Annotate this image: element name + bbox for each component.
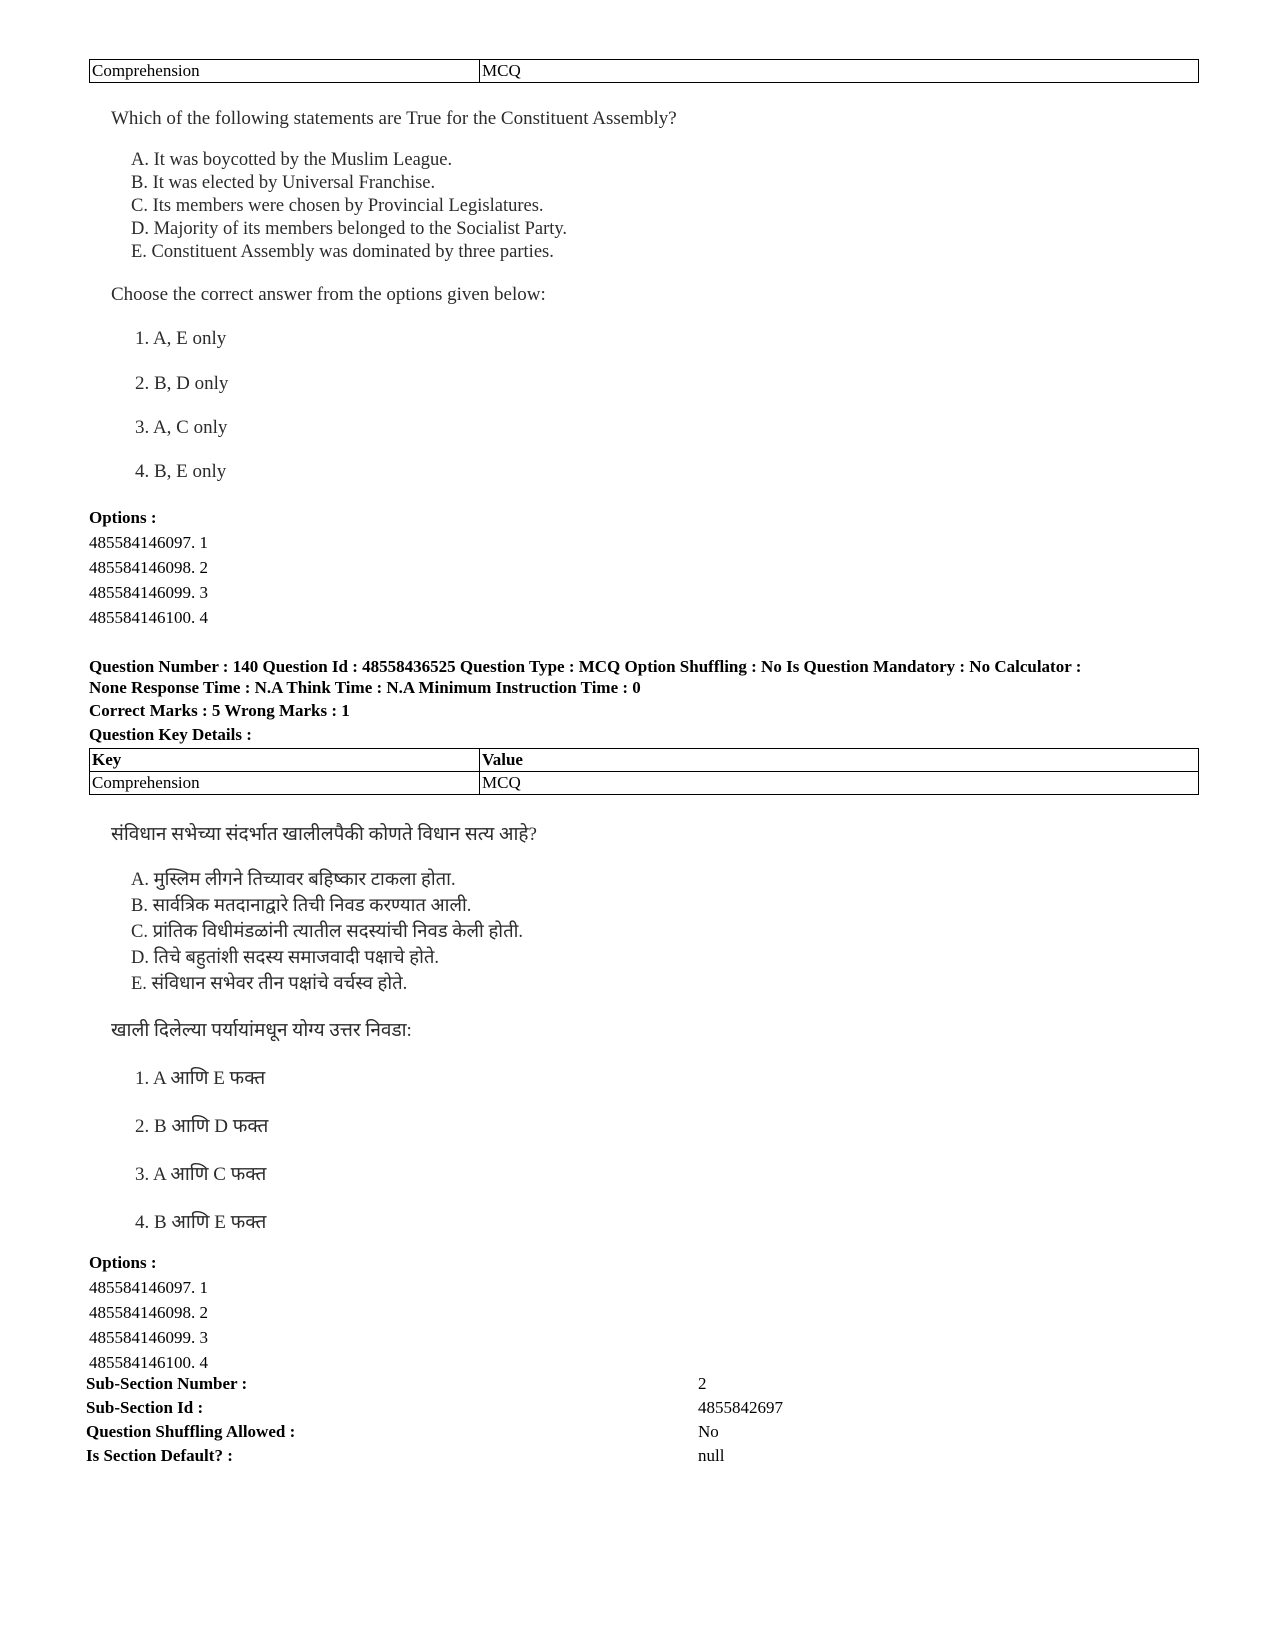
option-item: 485584146098. 2 — [89, 558, 208, 577]
choice-2: 2. B आणि D फक्त — [135, 1116, 269, 1137]
choice-3: 3. A आणि C फक्त — [135, 1164, 267, 1185]
option-item: 485584146097. 1 — [89, 1278, 208, 1297]
subsection-number-value: 2 — [698, 1374, 707, 1393]
statement-e: E. संविधान सभेवर तीन पक्षांचे वर्चस्व होते. — [131, 974, 408, 994]
statement-b: B. It was elected by Universal Franchise. — [131, 173, 436, 193]
statement-b: B. सार्वत्रिक मतदानाद्वारे तिची निवड करण्यात आली. — [131, 896, 472, 916]
question-meta-line1: Question Number : 140 Question Id : 48558436525 Question Type : MCQ Option Shuffling : No Is Question Mandatory : No Calculator : — [89, 657, 1082, 676]
choice-4: 4. B आणि E फक्त — [135, 1212, 267, 1233]
table-header-value: Value — [480, 749, 1199, 772]
option-item: 485584146099. 3 — [89, 1328, 208, 1347]
table-cell-key: Comprehension — [90, 772, 480, 795]
question-stem: संविधान सभेच्या संदर्भात खालीलपैकी कोणते विधान सत्य आहे? — [111, 824, 537, 845]
question-meta-line2: None Response Time : N.A Think Time : N.A Minimum Instruction Time : 0 — [89, 678, 641, 697]
question-stem: Which of the following statements are True for the Constituent Assembly? — [111, 108, 677, 129]
subsection-number-label: Sub-Section Number : — [86, 1374, 248, 1393]
question-meta — [89, 656, 1209, 698]
statement-c: C. Its members were chosen by Provincial Legislatures. — [131, 196, 544, 216]
section-default-label: Is Section Default? : — [86, 1446, 233, 1465]
option-item: 485584146100. 4 — [89, 1353, 208, 1372]
table-cell-value: MCQ — [480, 60, 1199, 83]
statement-d: D. तिचे बहुतांशी सदस्य समाजवादी पक्षाचे होते. — [131, 948, 440, 968]
subsection-id-value: 4855842697 — [698, 1398, 783, 1417]
question-shuffling-value: No — [698, 1422, 719, 1441]
choice-4: 4. B, E only — [135, 461, 227, 482]
option-item: 485584146098. 2 — [89, 1303, 208, 1322]
option-item: 485584146099. 3 — [89, 583, 208, 602]
question-key-table — [89, 748, 1199, 795]
options-label: Options : — [89, 1253, 157, 1272]
choice-2: 2. B, D only — [135, 373, 229, 394]
choice-1: 1. A, E only — [135, 328, 227, 349]
table-header-key: Key — [90, 749, 480, 772]
question-instruction: खाली दिलेल्या पर्यायांमधून योग्य उत्तर निवडा: — [111, 1020, 412, 1041]
section-default-value: null — [698, 1446, 725, 1465]
option-item: 485584146097. 1 — [89, 533, 208, 552]
statement-c: C. प्रांतिक विधीमंडळांनी त्यातील सदस्यांची निवड केली होती. — [131, 922, 524, 942]
question-shuffling-label: Question Shuffling Allowed : — [86, 1422, 296, 1441]
table-cell-value: MCQ — [480, 772, 1199, 795]
choice-1: 1. A आणि E फक्त — [135, 1068, 266, 1089]
options-list — [89, 1250, 208, 1375]
subsection-id-label: Sub-Section Id : — [86, 1398, 204, 1417]
table-cell-key: Comprehension — [90, 60, 480, 83]
statement-a: A. It was boycotted by the Muslim League. — [131, 150, 453, 170]
statement-e: E. Constituent Assembly was dominated by three parties. — [131, 242, 554, 262]
table-header-row — [90, 749, 1199, 772]
top-key-table — [89, 59, 1199, 83]
table-row — [90, 772, 1199, 795]
statement-d: D. Majority of its members belonged to the Socialist Party. — [131, 219, 568, 239]
options-label: Options : — [89, 508, 157, 527]
table-row — [90, 60, 1199, 83]
statement-a: A. मुस्लिम लीगने तिच्यावर बहिष्कार टाकला होता. — [131, 870, 456, 890]
choice-3: 3. A, C only — [135, 417, 228, 438]
marks-line: Correct Marks : 5 Wrong Marks : 1 — [89, 701, 350, 720]
option-item: 485584146100. 4 — [89, 608, 208, 627]
options-list — [89, 505, 208, 630]
key-details-heading: Question Key Details : — [89, 725, 252, 744]
question-instruction: Choose the correct answer from the options given below: — [111, 284, 546, 305]
